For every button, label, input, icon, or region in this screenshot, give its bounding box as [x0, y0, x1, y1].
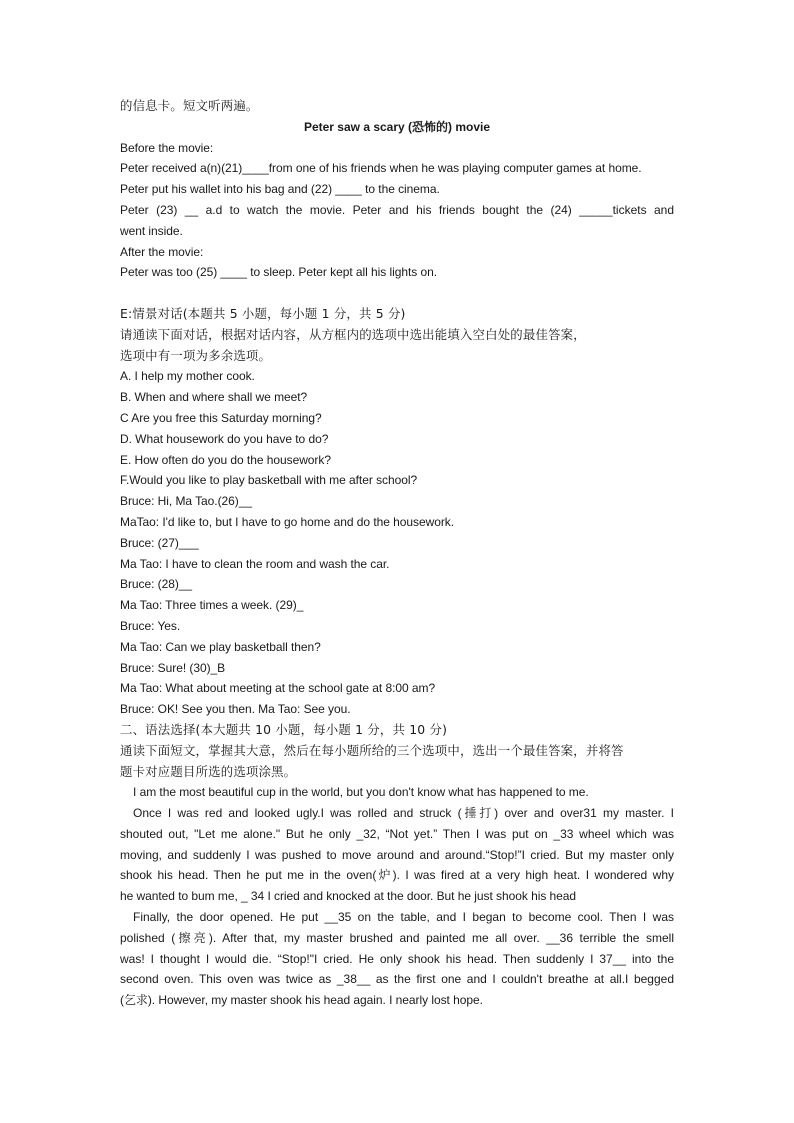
dialogue-line: Bruce: Yes.	[120, 618, 181, 633]
option-item: C Are you free this Saturday morning?	[120, 410, 322, 425]
listening-line: Peter put his wallet into his bag and (22) ____ to the cinema.	[120, 182, 440, 197]
passage-line: was! I thought I would die. “Stop!"I cried. He only shook his head. Then suddenly I 37__ into the	[120, 951, 674, 966]
section-spacer	[120, 283, 674, 304]
listening-intro: 的信息卡。短文听两遍。	[120, 98, 259, 113]
grammar-instruction: 通读下面短文，掌握其大意，然后在每小题所给的三个选项中，选出一个最佳答案，并将答	[120, 742, 624, 758]
passage-line: second oven. This oven was twice as _38__ as the first one and I couldn't breathe at all.I begged	[120, 972, 674, 987]
grammar-heading: 二、语法选择(本大题共 10 小题，每小题 1 分，共 10 分)	[120, 721, 448, 737]
dialogue-instruction: 选项中有一项为多余选项。	[120, 347, 272, 363]
passage-line: shook his head. Then he put me in the oven(炉). I was fired at a very high heat. I wondered why	[120, 868, 674, 883]
option-item: E. How often do you do the housework?	[120, 452, 331, 467]
listening-line: Before the movie:	[120, 140, 214, 155]
listening-line: Peter (23) __ a.d to watch the movie. Peter and his friends bought the (24) _____tickets and	[120, 202, 674, 217]
dialogue-line: MaTao: I'd like to, but I have to go home and do the housework.	[120, 514, 455, 529]
option-item: A. I help my mother cook.	[120, 369, 255, 384]
dialogue-instruction: 请通读下面对话，根据对话内容，从方框内的选项中选出能填入空白处的最佳答案，	[120, 326, 586, 342]
option-item: D. What housework do you have to do?	[120, 431, 329, 446]
option-item: F.Would you like to play basketball with me after school?	[120, 473, 418, 488]
passage-line: (乞求). However, my master shook his head again. I nearly lost hope.	[120, 993, 483, 1008]
dialogue-heading: E:情景对话(本题共 5 小题，每小题 1 分，共 5 分)	[120, 305, 406, 321]
dialogue-line: Ma Tao: What about meeting at the school gate at 8:00 am?	[120, 681, 436, 696]
listening-line: Peter received a(n)(21)____from one of his friends when he was playing computer games at home.	[120, 161, 642, 176]
dialogue-line: Ma Tao: Three times a week. (29)_	[120, 598, 304, 613]
dialogue-line: Bruce: Sure! (30)_B	[120, 660, 226, 675]
option-item: B. When and where shall we meet?	[120, 390, 308, 405]
passage-line: he wanted to bum me, _ 34 I cried and knocked at the door. But he just shook his head	[120, 889, 577, 904]
page-content	[120, 96, 674, 1011]
passage-line: shouted out, "Let me alone." But he only _32, “Not yet.” Then I was put on _33 wheel which was	[120, 826, 674, 841]
passage-line: moving, and suddenly I was pushed to move around and around.“Stop!”I cried. But my master only	[120, 847, 674, 862]
passage-line: polished (擦亮). After that, my master brushed and painted me all over. __36 terrible the smell	[120, 930, 674, 945]
dialogue-line: Bruce: (27)___	[120, 535, 199, 550]
listening-line: went inside.	[120, 223, 183, 238]
passage-line: Finally, the door opened. He put __35 on the table, and I began to become cool. Then I was	[133, 910, 674, 925]
listening-line: Peter was too (25) ____ to sleep. Peter kept all his lights on.	[120, 265, 438, 280]
dialogue-line: Ma Tao: Can we play basketball then?	[120, 639, 321, 654]
dialogue-line: Ma Tao: I have to clean the room and wash the car.	[120, 556, 390, 571]
dialogue-line: Bruce: Hi, Ma Tao.(26)__	[120, 494, 252, 509]
dialogue-line: Bruce: OK! See you then. Ma Tao: See you.	[120, 702, 351, 717]
passage-line: I am the most beautiful cup in the world, but you don't know what has happened to me.	[133, 785, 589, 800]
dialogue-line: Bruce: (28)__	[120, 577, 193, 592]
passage-title: Peter saw a scary (恐怖的) movie	[303, 119, 491, 134]
listening-line: After the movie:	[120, 244, 204, 259]
grammar-instruction: 题卡对应题目所选的选项涂黑。	[120, 763, 297, 779]
passage-line: Once I was red and looked ugly.I was rolled and struck (捶打) over and over31 my master. I	[133, 806, 674, 821]
